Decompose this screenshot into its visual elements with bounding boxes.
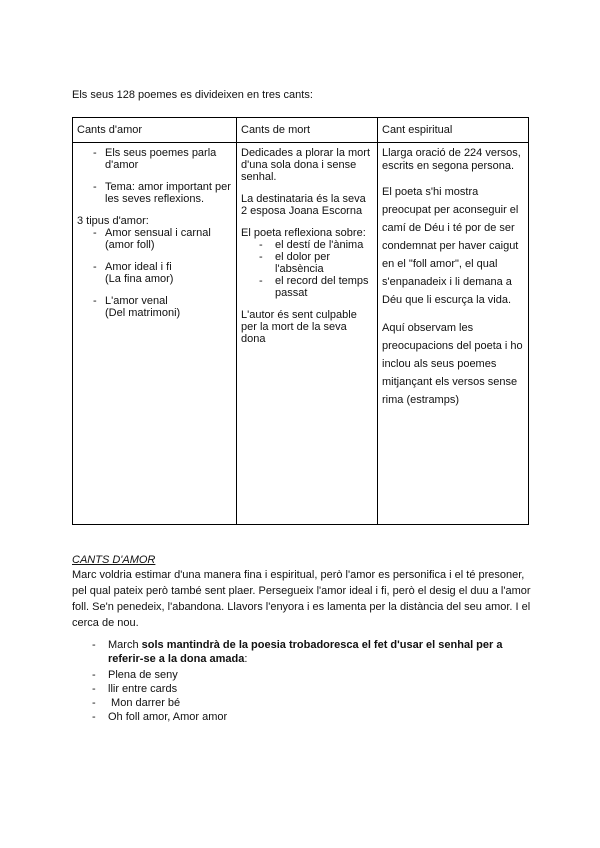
list-item bbox=[72, 638, 532, 666]
amor-type-alias: (Del matrimoni) bbox=[105, 307, 181, 319]
amor-types-heading: 3 tipus d'amor: bbox=[77, 215, 149, 227]
section-paragraph: Marc voldria estimar d'una manera fina i espiritual, però l'amor es personifica i el té presoner, pel qual pateix però també sent plaer. Persegueix l'amor ideal i fi, però el desig el duu a l'amor foll. Se'n penedeix, l'abandona. Llavors l'enyora i es lamenta per la distància del seu amor. I el cerca de nou. bbox=[72, 569, 531, 629]
list-item: - Tema: amor important per les seves reflexions. bbox=[77, 181, 232, 205]
list-item bbox=[77, 295, 232, 319]
header-cant-espiritual: Cant espiritual bbox=[378, 118, 529, 143]
mort-paragraph: El poeta reflexiona sobre: bbox=[241, 227, 366, 239]
cell-cants-amor bbox=[73, 143, 237, 525]
espiritual-paragraph: Llarga oració de 224 versos, escrits en segona persona. bbox=[382, 147, 521, 172]
list-item bbox=[77, 227, 232, 251]
table-header-row bbox=[73, 118, 529, 143]
list-item: - el record del temps passat bbox=[241, 275, 373, 299]
amor-topics-list bbox=[77, 147, 232, 205]
list-item: - el dolor per l'absència bbox=[241, 251, 373, 275]
amor-type-name: - Amor ideal i fi bbox=[105, 261, 172, 273]
intro-text: Els seus 128 poemes es divideixen en tres cants: bbox=[72, 89, 313, 101]
list-item: - Oh foll amor, Amor amor bbox=[72, 710, 532, 724]
cell-cant-espiritual bbox=[378, 143, 529, 525]
section-title: CANTS D'AMOR bbox=[72, 554, 156, 566]
cell-cants-mort bbox=[237, 143, 378, 525]
amor-type-name: - L'amor venal bbox=[105, 295, 168, 307]
mort-paragraph: La destinataria és la seva 2 esposa Joana Escorna bbox=[241, 193, 366, 217]
amor-types-list bbox=[77, 227, 232, 319]
march-colon: : bbox=[244, 653, 248, 665]
header-cants-amor: Cants d'amor bbox=[73, 118, 237, 143]
header-cants-mort: Cants de mort bbox=[237, 118, 378, 143]
list-item bbox=[77, 261, 232, 285]
mort-paragraph: Dedicades a plorar la mort d'una sola dona i sense senhal. bbox=[241, 147, 371, 183]
amor-type-alias: (La fina amor) bbox=[105, 273, 174, 285]
amor-type-alias: (amor foll) bbox=[105, 239, 155, 251]
senhal-list bbox=[72, 638, 532, 724]
list-item: - llir entre cards bbox=[72, 682, 532, 696]
list-item: - Plena de seny bbox=[72, 668, 532, 682]
list-item: - Mon darrer bé bbox=[72, 696, 532, 710]
list-item: - el destí de l'ànima bbox=[241, 239, 373, 251]
espiritual-paragraph: El poeta s'hi mostra preocupat per aconseguir el camí de Déu i té por de ser condemnat per haver caigut en el "foll amor", el qual s'enpanadeix i li demana a Déu que li escurça la vida. bbox=[382, 186, 519, 306]
reflections-list bbox=[241, 239, 373, 299]
march-text: March bbox=[108, 639, 142, 651]
mort-paragraph: L'autor és sent culpable per la mort de la seva dona bbox=[241, 309, 357, 345]
list-item: - Els seus poemes parla d'amor bbox=[77, 147, 232, 171]
cants-table bbox=[72, 117, 529, 525]
espiritual-paragraph: Aquí observam les preocupacions del poeta i ho inclou als seus poemes mitjançant els versos sense rima (estramps) bbox=[382, 322, 523, 406]
table-body-row bbox=[73, 143, 529, 525]
march-bold-text: sols mantindrà de la poesia trobadoresca el fet d'usar el senhal per a referir-se a la dona amada bbox=[108, 639, 503, 665]
amor-type-name: - Amor sensual i carnal bbox=[105, 227, 211, 239]
